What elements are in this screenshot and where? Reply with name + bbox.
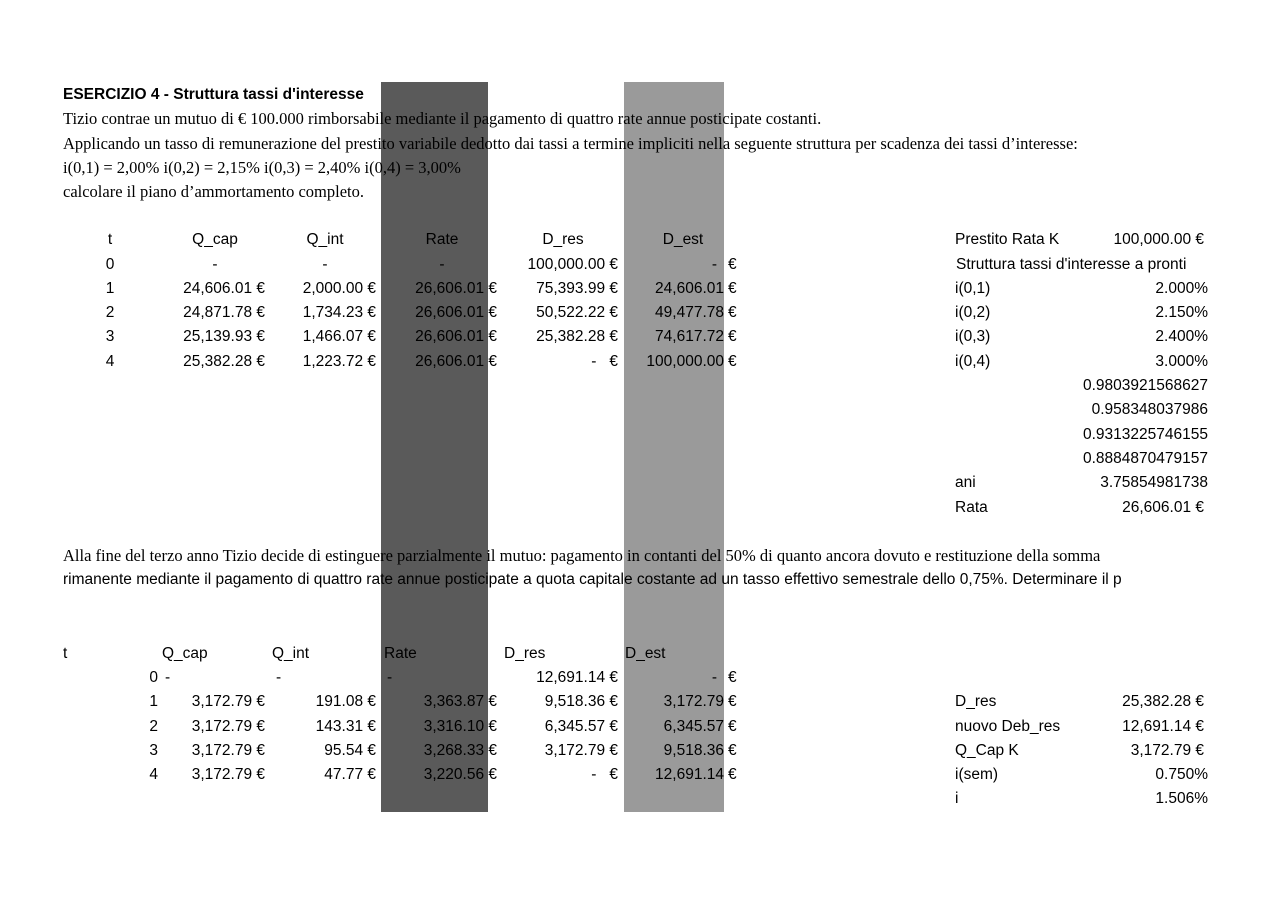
t2-cell-t: 4 — [149, 766, 158, 783]
t1-cell-qint: 1,734.23 € — [302, 304, 376, 321]
t1-header-t: t — [107, 231, 113, 248]
t1-cell-t: 2 — [105, 304, 115, 321]
t2-cell-dest-euro: € — [728, 669, 737, 686]
rata-label: Rata — [955, 499, 988, 516]
t2-cell-qint: 47.77 € — [324, 766, 376, 783]
t2-cell-dres: 12,691.14 € — [536, 669, 618, 686]
t1-cell-dres: 75,393.99 € — [536, 280, 618, 297]
side2-value: 0.750% — [1155, 766, 1208, 783]
t2-cell-dest: - — [711, 669, 717, 686]
t2-cell-t: 1 — [149, 693, 158, 710]
t1-header-qcap: Q_cap — [192, 231, 238, 248]
t2-cell-qcap: 3,172.79 € — [191, 766, 265, 783]
t2-cell-dest: 6,345.57 — [663, 718, 724, 735]
t1-cell-t: 1 — [105, 280, 115, 297]
t1-cell-rate: 26,606.01 € — [415, 304, 497, 321]
t2-cell-dest: 3,172.79 — [663, 693, 724, 710]
t2-cell-dest-euro: € — [728, 742, 737, 759]
struttura-label: Struttura tassi d'interesse a pronti — [956, 256, 1187, 273]
t1-header-qint: Q_int — [306, 231, 344, 248]
t2-cell-dest-euro: € — [728, 766, 737, 783]
t1-cell-dest-euro: € — [728, 304, 737, 321]
intro-line-3: i(0,1) = 2,00% i(0,2) = 2,15% i(0,3) = 2,40% i(0,4) = 3,00% — [63, 158, 461, 177]
t2-cell-t: 2 — [149, 718, 158, 735]
exercise-title: ESERCIZIO 4 - Struttura tassi d'interesse — [63, 86, 364, 103]
t2-cell-dest: 12,691.14 — [655, 766, 724, 783]
t1-cell-rate: 26,606.01 € — [415, 353, 497, 370]
part2-line-2: rimanente mediante il pagamento di quattro rate annue posticipate a quota capitale costante ad un tasso effettivo semestrale dello 0,75%. Determinare il p — [63, 571, 1122, 588]
side2-label: nuovo Deb_res — [955, 718, 1061, 735]
t2-cell-qcap: 3,172.79 € — [191, 718, 265, 735]
t2-cell-rate: 3,220.56 € — [423, 766, 497, 783]
t2-cell-qcap: 3,172.79 € — [191, 693, 265, 710]
ani-value: 3.75854981738 — [1100, 474, 1208, 491]
t1-cell-t: 3 — [105, 328, 115, 345]
prestito-label: Prestito Rata K — [955, 231, 1060, 248]
discount-factor: 0.958348037986 — [1091, 401, 1208, 418]
t2-cell-dest: 9,518.36 — [663, 742, 724, 759]
discount-factor: 0.9803921568627 — [1083, 377, 1208, 394]
t1-cell-dres: - € — [591, 353, 618, 370]
t1-cell-dest: - — [711, 256, 717, 273]
t1-cell-qint: 2,000.00 € — [302, 280, 376, 297]
t1-cell-dest: 100,000.00 — [646, 353, 724, 370]
side2-value: 12,691.14 € — [1122, 718, 1204, 735]
t1-cell-rate: 26,606.01 € — [415, 280, 497, 297]
t2-cell-dres: 3,172.79 € — [544, 742, 618, 759]
t2-cell-t: 0 — [149, 669, 158, 686]
rate-value: 2.150% — [1155, 304, 1208, 321]
t2-cell-dres: 9,518.36 € — [544, 693, 618, 710]
t1-cell-rate: - — [439, 256, 445, 273]
t1-cell-dres: 100,000.00 € — [527, 256, 618, 273]
t2-cell-qint: 143.31 € — [315, 718, 376, 735]
prestito-value: 100,000.00 € — [1113, 231, 1204, 248]
t2-cell-rate: 3,268.33 € — [423, 742, 497, 759]
rate-label: i(0,4) — [955, 353, 991, 370]
t1-cell-qint: - — [322, 256, 328, 273]
intro-line-4: calcolare il piano d’ammortamento completo. — [63, 182, 365, 201]
discount-factor: 0.8884870479157 — [1083, 450, 1208, 467]
t2-cell-rate: - — [387, 669, 393, 686]
rate-label: i(0,3) — [955, 328, 991, 345]
t1-header-rate: Rate — [425, 231, 459, 248]
t1-cell-dest-euro: € — [728, 256, 737, 273]
t1-cell-qcap: 25,382.28 € — [183, 353, 265, 370]
t2-header-dest: D_est — [625, 645, 666, 662]
t1-cell-dest: 74,617.72 — [655, 328, 724, 345]
t1-header-dres: D_res — [542, 231, 584, 248]
t1-cell-dest: 49,477.78 — [655, 304, 724, 321]
t2-cell-qint: - — [276, 669, 282, 686]
rate-value: 2.000% — [1155, 280, 1208, 297]
t2-header-qint: Q_int — [272, 645, 310, 662]
t1-cell-rate: 26,606.01 € — [415, 328, 497, 345]
side2-value: 1.506% — [1155, 790, 1208, 807]
rate-value: 3.000% — [1155, 353, 1208, 370]
side2-label: D_res — [955, 693, 997, 710]
t1-cell-dest-euro: € — [728, 280, 737, 297]
intro-line-2: Applicando un tasso di remunerazione del prestito variabile dedotto dai tassi a termine impliciti nella seguente struttura per scadenza dei tassi d’interesse: — [63, 134, 1078, 153]
t1-header-dest: D_est — [662, 231, 704, 248]
side2-value: 25,382.28 € — [1122, 693, 1204, 710]
t2-cell-qint: 191.08 € — [315, 693, 376, 710]
t1-cell-dest-euro: € — [728, 328, 737, 345]
t2-cell-dres: 6,345.57 € — [544, 718, 618, 735]
t1-cell-t: 0 — [105, 256, 115, 273]
t2-cell-dres: - € — [591, 766, 618, 783]
t2-cell-dest-euro: € — [728, 693, 737, 710]
rata-value: 26,606.01 € — [1122, 499, 1204, 516]
side2-label: Q_Cap K — [955, 742, 1019, 759]
t2-cell-t: 3 — [149, 742, 158, 759]
part2-line-1: Alla fine del terzo anno Tizio decide di estinguere parzialmente il mutuo: pagamento in contanti del 50% di quanto ancora dovuto e restituzione della somma — [63, 546, 1101, 565]
t1-cell-dres: 50,522.22 € — [536, 304, 618, 321]
t2-header-dres: D_res — [504, 645, 546, 662]
t2-header-qcap: Q_cap — [162, 645, 208, 662]
discount-factor: 0.9313225746155 — [1083, 426, 1208, 443]
intro-line-1: Tizio contrae un mutuo di € 100.000 rimborsabile mediante il pagamento di quattro rate annue posticipate costanti. — [63, 109, 822, 128]
t2-cell-rate: 3,363.87 € — [423, 693, 497, 710]
rate-label: i(0,2) — [955, 304, 991, 321]
rate-label: i(0,1) — [955, 280, 991, 297]
t1-cell-qint: 1,466.07 € — [302, 328, 376, 345]
t1-cell-dest-euro: € — [728, 353, 737, 370]
t2-cell-qcap: - — [165, 669, 171, 686]
t2-cell-rate: 3,316.10 € — [423, 718, 497, 735]
ani-label: ani — [955, 474, 976, 491]
t1-cell-dres: 25,382.28 € — [536, 328, 618, 345]
t2-cell-qcap: 3,172.79 € — [191, 742, 265, 759]
t1-cell-dest: 24,606.01 — [655, 280, 724, 297]
t1-cell-qint: 1,223.72 € — [302, 353, 376, 370]
t2-cell-dest-euro: € — [728, 718, 737, 735]
t1-cell-qcap: - — [212, 256, 218, 273]
t2-header-t: t — [63, 645, 68, 662]
side2-value: 3,172.79 € — [1130, 742, 1204, 759]
t1-cell-qcap: 24,606.01 € — [183, 280, 265, 297]
rate-value: 2.400% — [1155, 328, 1208, 345]
t2-cell-qint: 95.54 € — [324, 742, 376, 759]
t2-header-rate: Rate — [384, 645, 417, 662]
side2-label: i(sem) — [955, 766, 999, 783]
t1-cell-qcap: 25,139.93 € — [183, 328, 265, 345]
t1-cell-t: 4 — [105, 353, 115, 370]
side2-label: i — [955, 790, 959, 807]
t1-cell-qcap: 24,871.78 € — [183, 304, 265, 321]
